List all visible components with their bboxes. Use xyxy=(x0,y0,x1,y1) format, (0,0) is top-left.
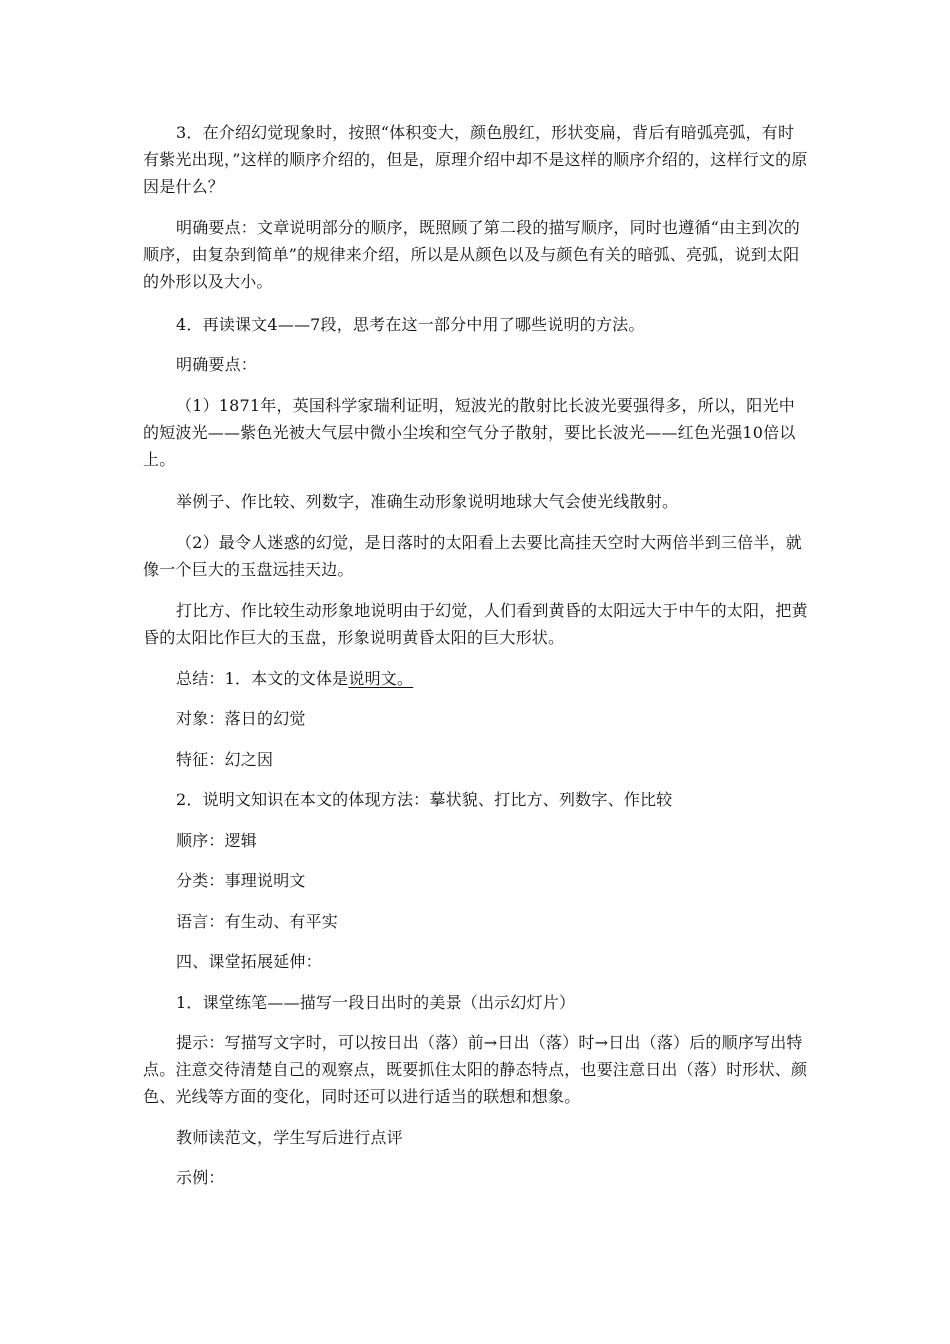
hint-paragraph: 提示：写描写文字时，可以按日出（落）前→日出（落）时→日出（落）后的顺序写出特点。注意交待清楚自己的观察点，既要抓住太阳的静态特点，也要注意日出（落）时形状、颜色、光线等方面的变化，同时还可以进行适当的联想和想象。 xyxy=(143,1033,808,1106)
example-label: 示例： xyxy=(176,1168,225,1187)
example-1-analysis: 举例子、作比较、列数字，准确生动形象说明地球大气会使光线散射。 xyxy=(176,492,679,511)
answer-3-paragraph: 明确要点：文章说明部分的顺序，既照顾了第二段的描写顺序，同时也遵循“由主到次的顺序，由复杂到简单”的规律来介绍，所以是从颜色以及与颜色有关的暗弧、亮弧，说到太阳的外形以及大小。 xyxy=(143,218,800,291)
summary-category-line: 分类：事理说明文 xyxy=(176,871,306,890)
summary-feature-line: 特征：幻之因 xyxy=(176,750,274,769)
summary-genre-value: 说明文。 xyxy=(348,669,414,688)
question-3-paragraph: 3．在介绍幻觉现象时，按照“体积变大，颜色殷红，形状变扁，背后有暗弧亮弧，有时有紫光出现，”这样的顺序介绍的，但是，原理介绍中却不是这样的顺序介绍的，这样行文的原因是什么？ xyxy=(143,123,808,196)
summary-language-line: 语言：有生动、有平实 xyxy=(176,912,339,931)
question-4-paragraph: 4．再读课文4——7段，思考在这一部分中用了哪些说明的方法。 xyxy=(176,315,645,334)
summary-order-line: 顺序：逻辑 xyxy=(176,831,258,850)
example-2-analysis: 打比方、作比较生动形象地说明由于幻觉，人们看到黄昏的太阳远大于中午的太阳，把黄昏的太阳比作巨大的玉盘，形象说明黄昏太阳的巨大形状。 xyxy=(143,601,808,647)
exercise-1-line: 1．课堂练笔——描写一段日出时的美景（出示幻灯片） xyxy=(176,993,576,1012)
summary-methods-line: 2．说明文知识在本文的体现方法：摹状貌、打比方、列数字、作比较 xyxy=(176,790,673,809)
section-4-heading: 四、课堂拓展延伸： xyxy=(176,952,322,971)
teacher-reading-line: 教师读范文，学生写后进行点评 xyxy=(176,1128,403,1147)
example-1-paragraph: （1）1871年，英国科学家瑞利证明，短波光的散射比长波光要强得多，所以，阳光中的短波光——紫色光被大气层中微小尘埃和空气分子散射，要比长波光——红色光强10倍以上。 xyxy=(143,396,796,469)
answer-4-heading: 明确要点： xyxy=(176,355,258,374)
summary-genre-label: 总结：1．本文的文体是 xyxy=(176,669,349,688)
summary-object-line: 对象：落日的幻觉 xyxy=(176,709,306,728)
example-2-paragraph: （2）最令人迷惑的幻觉，是日落时的太阳看上去要比高挂天空时大两倍半到三倍半，就像一个巨大的玉盘远挂天边。 xyxy=(143,533,802,579)
summary-genre-line xyxy=(143,665,810,692)
